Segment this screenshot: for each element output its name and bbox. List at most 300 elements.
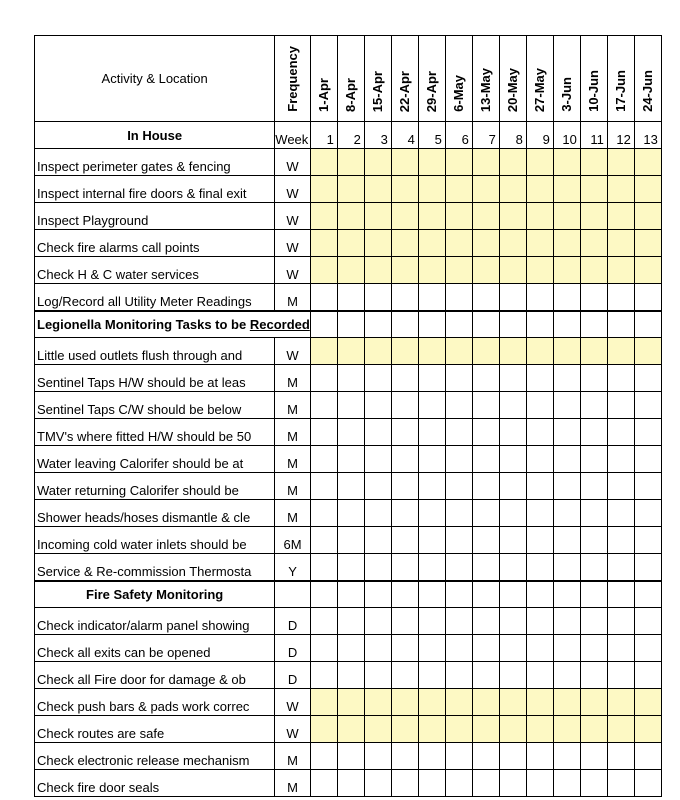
schedule-cell [310, 419, 337, 446]
schedule-cell [580, 527, 607, 554]
table-row [35, 608, 662, 635]
schedule-cell [499, 500, 526, 527]
schedule-cell [364, 743, 391, 770]
schedule-cell [418, 527, 445, 554]
table-row [35, 716, 662, 743]
schedule-cell [364, 770, 391, 797]
schedule-cell [364, 392, 391, 419]
schedule-cell [337, 203, 364, 230]
schedule-cell [418, 284, 445, 312]
activity-cell: Water returning Calorifer should be [35, 473, 275, 500]
schedule-cell [337, 608, 364, 635]
schedule-cell [310, 392, 337, 419]
schedule-cell [634, 770, 661, 797]
schedule-cell [337, 527, 364, 554]
schedule-cell [553, 230, 580, 257]
schedule-cell [337, 338, 364, 365]
schedule-cell [553, 311, 580, 338]
week-date-header [310, 36, 337, 122]
schedule-cell [310, 662, 337, 689]
schedule-cell [634, 527, 661, 554]
table-row [35, 635, 662, 662]
activity-cell: Check all exits can be opened [35, 635, 275, 662]
activity-cell: Check routes are safe [35, 716, 275, 743]
week-date-header [445, 36, 472, 122]
schedule-cell [445, 554, 472, 582]
schedule-cell [526, 284, 553, 312]
schedule-cell [472, 446, 499, 473]
schedule-cell [580, 284, 607, 312]
schedule-cell [580, 716, 607, 743]
schedule-cell [364, 338, 391, 365]
schedule-cell [607, 365, 634, 392]
schedule-cell [607, 770, 634, 797]
activity-cell: TMV's where fitted H/W should be 50 [35, 419, 275, 446]
schedule-cell [499, 743, 526, 770]
schedule-cell [445, 527, 472, 554]
schedule-cell [553, 419, 580, 446]
schedule-cell [391, 203, 418, 230]
frequency-cell: W [275, 257, 311, 284]
week-date-label: 20-May [505, 67, 521, 112]
schedule-cell [310, 770, 337, 797]
schedule-cell [553, 689, 580, 716]
activity-cell: Service & Re-commission Thermosta [35, 554, 275, 582]
schedule-cell [337, 365, 364, 392]
schedule-cell [310, 473, 337, 500]
section-header-row [35, 311, 662, 338]
section-title: In House [35, 122, 275, 149]
schedule-cell [310, 716, 337, 743]
activity-cell: Check indicator/alarm panel showing [35, 608, 275, 635]
schedule-cell [310, 149, 337, 176]
schedule-cell [499, 689, 526, 716]
schedule-cell [580, 662, 607, 689]
activity-cell: Log/Record all Utility Meter Readings [35, 284, 275, 312]
schedule-cell [580, 230, 607, 257]
schedule-cell [634, 581, 661, 608]
schedule-cell [607, 230, 634, 257]
schedule-cell [499, 149, 526, 176]
schedule-cell [526, 257, 553, 284]
schedule-cell [499, 473, 526, 500]
table-row [35, 770, 662, 797]
schedule-cell [445, 203, 472, 230]
frequency-cell: M [275, 743, 311, 770]
schedule-cell [418, 365, 445, 392]
schedule-cell [634, 473, 661, 500]
schedule-cell [445, 257, 472, 284]
schedule-cell [472, 149, 499, 176]
week-date-header [418, 36, 445, 122]
schedule-cell [553, 203, 580, 230]
schedule-cell [607, 284, 634, 312]
section-title-underlined: Recorded [249, 317, 310, 332]
schedule-cell [634, 608, 661, 635]
schedule-cell [337, 446, 364, 473]
schedule-cell [634, 716, 661, 743]
schedule-cell [526, 689, 553, 716]
schedule-cell [607, 689, 634, 716]
schedule-cell [391, 689, 418, 716]
schedule-cell [391, 338, 418, 365]
activity-cell: Water leaving Calorifer should be at [35, 446, 275, 473]
schedule-cell [364, 500, 391, 527]
schedule-cell [526, 635, 553, 662]
week-date-header [553, 36, 580, 122]
schedule-cell [445, 743, 472, 770]
schedule-cell [607, 338, 634, 365]
schedule-cell [445, 365, 472, 392]
week-date-header [364, 36, 391, 122]
schedule-cell [580, 500, 607, 527]
schedule-cell [553, 176, 580, 203]
maintenance-schedule-table [34, 35, 662, 797]
schedule-cell [634, 176, 661, 203]
schedule-cell [499, 230, 526, 257]
schedule-cell [310, 635, 337, 662]
schedule-cell [499, 608, 526, 635]
activity-cell: Check H & C water services [35, 257, 275, 284]
schedule-cell [418, 257, 445, 284]
week-number: 7 [472, 122, 499, 149]
schedule-cell [418, 716, 445, 743]
schedule-cell [418, 662, 445, 689]
schedule-cell [580, 419, 607, 446]
schedule-cell [553, 338, 580, 365]
schedule-cell [499, 635, 526, 662]
schedule-cell [391, 230, 418, 257]
schedule-cell [526, 176, 553, 203]
schedule-cell [526, 446, 553, 473]
frequency-cell: W [275, 176, 311, 203]
schedule-cell [364, 365, 391, 392]
schedule-cell [337, 770, 364, 797]
schedule-cell [418, 608, 445, 635]
activity-cell: Check fire alarms call points [35, 230, 275, 257]
schedule-cell [364, 689, 391, 716]
week-date-label: 6-May [451, 75, 467, 112]
schedule-cell [391, 500, 418, 527]
table-row [35, 554, 662, 582]
activity-cell: Inspect Playground [35, 203, 275, 230]
frequency-cell: W [275, 338, 311, 365]
schedule-cell [526, 608, 553, 635]
schedule-cell [634, 554, 661, 582]
schedule-cell [364, 581, 391, 608]
frequency-cell: M [275, 392, 311, 419]
schedule-cell [634, 662, 661, 689]
schedule-cell [391, 662, 418, 689]
table-row [35, 419, 662, 446]
week-date-label: 22-Apr [397, 70, 413, 112]
schedule-cell [445, 338, 472, 365]
schedule-cell [607, 392, 634, 419]
schedule-cell [553, 635, 580, 662]
schedule-cell [526, 554, 553, 582]
schedule-cell [472, 365, 499, 392]
schedule-cell [418, 419, 445, 446]
schedule-cell [418, 338, 445, 365]
schedule-cell [364, 446, 391, 473]
schedule-cell [499, 554, 526, 582]
frequency-cell [275, 581, 311, 608]
table-row [35, 257, 662, 284]
frequency-cell: Y [275, 554, 311, 582]
schedule-cell [580, 770, 607, 797]
schedule-cell [472, 338, 499, 365]
schedule-cell [337, 230, 364, 257]
schedule-cell [580, 176, 607, 203]
schedule-cell [337, 716, 364, 743]
schedule-cell [472, 662, 499, 689]
week-date-label: 24-Jun [640, 70, 656, 112]
schedule-cell [445, 176, 472, 203]
week-number: 3 [364, 122, 391, 149]
schedule-cell [472, 500, 499, 527]
schedule-cell [391, 716, 418, 743]
schedule-cell [418, 392, 445, 419]
frequency-cell: D [275, 662, 311, 689]
schedule-cell [634, 230, 661, 257]
schedule-cell [310, 581, 337, 608]
schedule-cell [580, 446, 607, 473]
schedule-cell [337, 257, 364, 284]
schedule-cell [580, 635, 607, 662]
week-date-header [337, 36, 364, 122]
activity-cell: Incoming cold water inlets should be [35, 527, 275, 554]
schedule-cell [445, 662, 472, 689]
schedule-cell [418, 554, 445, 582]
schedule-cell [580, 257, 607, 284]
week-number: 11 [580, 122, 607, 149]
schedule-cell [391, 419, 418, 446]
schedule-cell [310, 500, 337, 527]
week-number: 1 [310, 122, 337, 149]
table-row [35, 743, 662, 770]
schedule-cell [634, 500, 661, 527]
schedule-cell [445, 392, 472, 419]
schedule-cell [499, 311, 526, 338]
table-row [35, 284, 662, 312]
schedule-cell [526, 392, 553, 419]
schedule-cell [391, 446, 418, 473]
schedule-cell [337, 149, 364, 176]
week-number: 6 [445, 122, 472, 149]
schedule-cell [418, 203, 445, 230]
frequency-label: Frequency [285, 46, 301, 112]
schedule-cell [364, 419, 391, 446]
schedule-cell [634, 203, 661, 230]
schedule-cell [472, 419, 499, 446]
week-date-header [634, 36, 661, 122]
week-date-label: 13-May [478, 67, 494, 112]
schedule-cell [391, 392, 418, 419]
schedule-cell [364, 257, 391, 284]
sheet-title: Activity & Location [35, 36, 275, 122]
schedule-cell [364, 608, 391, 635]
activity-cell: Check fire door seals [35, 770, 275, 797]
schedule-cell [526, 662, 553, 689]
schedule-cell [607, 554, 634, 582]
schedule-cell [607, 203, 634, 230]
schedule-cell [472, 743, 499, 770]
schedule-cell [337, 662, 364, 689]
frequency-cell: D [275, 608, 311, 635]
schedule-cell [526, 365, 553, 392]
week-date-header [580, 36, 607, 122]
schedule-cell [634, 743, 661, 770]
schedule-cell [553, 581, 580, 608]
schedule-cell [445, 419, 472, 446]
schedule-cell [499, 176, 526, 203]
schedule-cell [418, 473, 445, 500]
frequency-cell: W [275, 230, 311, 257]
schedule-cell [526, 311, 553, 338]
schedule-cell [526, 419, 553, 446]
schedule-cell [553, 716, 580, 743]
schedule-cell [607, 662, 634, 689]
week-number: 12 [607, 122, 634, 149]
week-date-label: 1-Apr [316, 78, 332, 112]
schedule-cell [310, 257, 337, 284]
week-date-header [607, 36, 634, 122]
schedule-cell [472, 608, 499, 635]
schedule-cell [445, 230, 472, 257]
schedule-cell [310, 446, 337, 473]
schedule-cell [499, 392, 526, 419]
schedule-cell [364, 662, 391, 689]
schedule-cell [607, 635, 634, 662]
schedule-cell [634, 284, 661, 312]
frequency-cell: M [275, 446, 311, 473]
schedule-cell [499, 770, 526, 797]
schedule-cell [391, 149, 418, 176]
week-date-header [526, 36, 553, 122]
frequency-cell: M [275, 770, 311, 797]
frequency-cell: 6M [275, 527, 311, 554]
week-number: 2 [337, 122, 364, 149]
table-row [35, 689, 662, 716]
table-row [35, 230, 662, 257]
table-row [35, 203, 662, 230]
schedule-cell [472, 527, 499, 554]
schedule-cell [526, 770, 553, 797]
schedule-cell [607, 149, 634, 176]
schedule-cell [310, 554, 337, 582]
week-date-label: 29-Apr [424, 70, 440, 112]
schedule-cell [364, 716, 391, 743]
schedule-cell [472, 392, 499, 419]
schedule-cell [553, 770, 580, 797]
schedule-cell [310, 527, 337, 554]
frequency-cell: M [275, 473, 311, 500]
schedule-cell [364, 230, 391, 257]
frequency-cell: W [275, 689, 311, 716]
week-number: 9 [526, 122, 553, 149]
schedule-cell [310, 203, 337, 230]
schedule-cell [337, 635, 364, 662]
schedule-cell [445, 608, 472, 635]
schedule-cell [391, 257, 418, 284]
schedule-cell [364, 527, 391, 554]
activity-cell: Little used outlets flush through and [35, 338, 275, 365]
schedule-cell [607, 743, 634, 770]
week-date-label: 8-Apr [343, 78, 359, 112]
schedule-cell [553, 473, 580, 500]
table-row [35, 446, 662, 473]
schedule-cell [310, 176, 337, 203]
schedule-cell [499, 446, 526, 473]
schedule-cell [445, 500, 472, 527]
schedule-cell [553, 554, 580, 582]
section-header-row [35, 122, 662, 149]
activity-cell: Check all Fire door for damage & ob [35, 662, 275, 689]
schedule-cell [634, 689, 661, 716]
schedule-cell [391, 770, 418, 797]
section-title: Fire Safety Monitoring [35, 581, 275, 608]
schedule-cell [445, 311, 472, 338]
schedule-cell [364, 554, 391, 582]
schedule-cell [472, 473, 499, 500]
schedule-cell [310, 338, 337, 365]
schedule-cell [364, 284, 391, 312]
schedule-cell [418, 770, 445, 797]
schedule-cell [418, 230, 445, 257]
schedule-cell [580, 473, 607, 500]
schedule-cell [472, 176, 499, 203]
week-date-label: 3-Jun [559, 77, 575, 112]
week-label: Week [275, 122, 311, 149]
schedule-cell [472, 554, 499, 582]
section-title [35, 311, 311, 338]
schedule-cell [337, 689, 364, 716]
schedule-cell [634, 257, 661, 284]
schedule-cell [553, 662, 580, 689]
schedule-cell [364, 203, 391, 230]
schedule-cell [607, 446, 634, 473]
schedule-cell [553, 527, 580, 554]
schedule-cell [607, 527, 634, 554]
table-row [35, 662, 662, 689]
schedule-cell [499, 581, 526, 608]
schedule-cell [499, 527, 526, 554]
schedule-cell [553, 608, 580, 635]
schedule-cell [418, 689, 445, 716]
schedule-cell [607, 419, 634, 446]
activity-cell: Sentinel Taps C/W should be below [35, 392, 275, 419]
schedule-cell [499, 338, 526, 365]
schedule-cell [418, 743, 445, 770]
schedule-cell [634, 635, 661, 662]
schedule-cell [499, 203, 526, 230]
schedule-cell [445, 689, 472, 716]
schedule-cell [553, 446, 580, 473]
schedule-cell [364, 311, 391, 338]
table-row [35, 365, 662, 392]
schedule-cell [472, 770, 499, 797]
schedule-cell [310, 743, 337, 770]
schedule-cell [634, 149, 661, 176]
schedule-cell [337, 392, 364, 419]
schedule-cell [553, 365, 580, 392]
schedule-cell [310, 365, 337, 392]
schedule-cell [634, 419, 661, 446]
schedule-cell [391, 473, 418, 500]
schedule-cell [580, 554, 607, 582]
activity-cell: Shower heads/hoses dismantle & cle [35, 500, 275, 527]
schedule-cell [310, 284, 337, 312]
